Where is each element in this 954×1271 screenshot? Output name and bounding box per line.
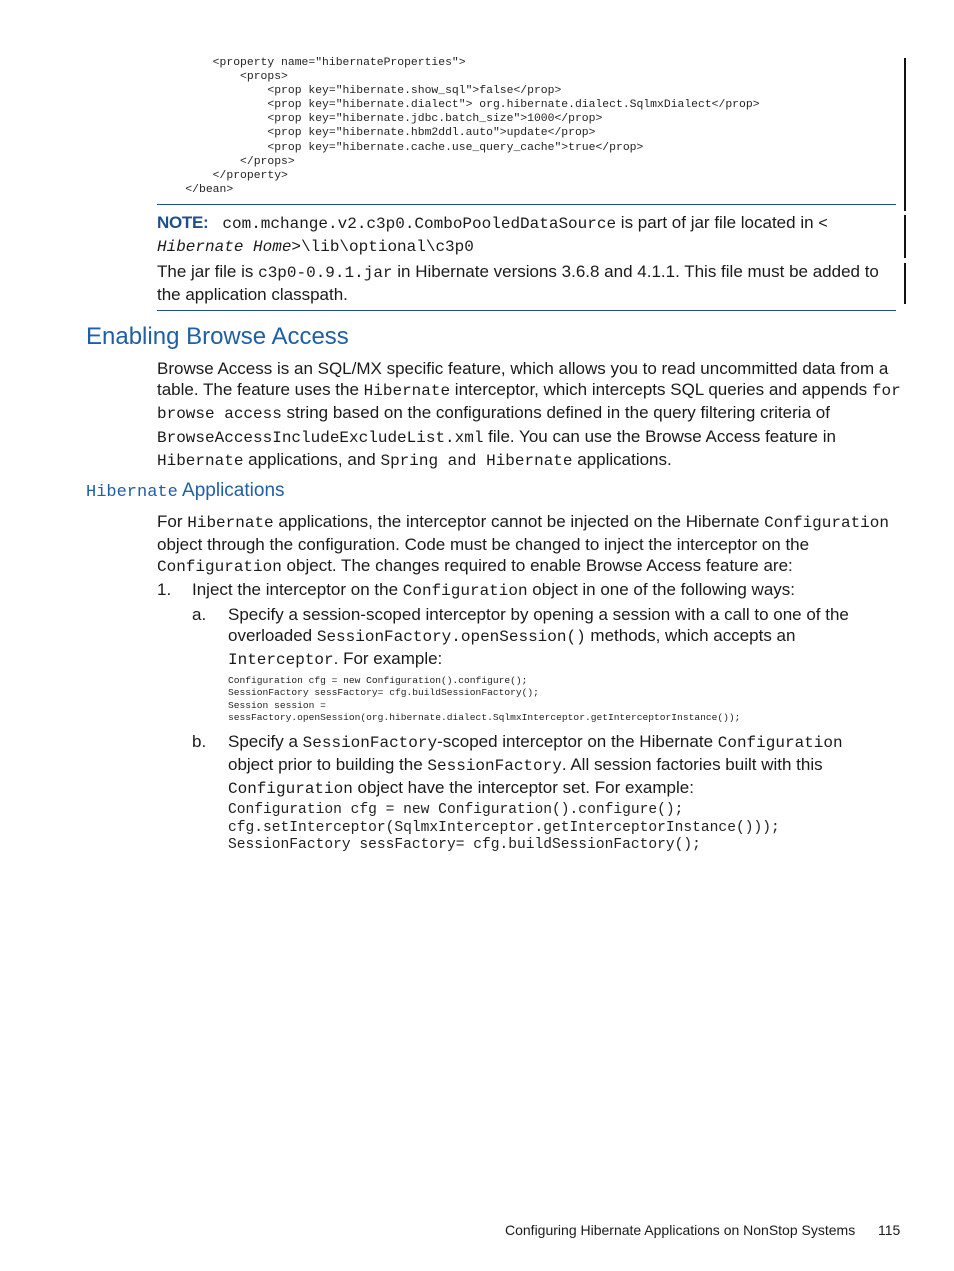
step-text: Inject the interceptor on the Configuration object in one of the following ways:: [192, 580, 796, 600]
code-line: <property name="hibernateProperties">: [158, 57, 466, 69]
substep-text: Specify a SessionFactory-scoped interceptor on the Hibernate Configuration object prior to building the SessionFactory. All session factories built with this Configuration object have the interceptor set. For example:: [228, 732, 843, 799]
code-line: <prop key="hibernate.show_sql">false</prop>: [158, 85, 562, 98]
code-class-name: com.mchange.v2.c3p0.ComboPooledDataSource: [222, 215, 617, 233]
note-jar-paragraph: The jar file is c3p0-0.9.1.jar in Hibernate versions 3.6.8 and 4.1.1. This file must be added to the application classpath.: [157, 262, 879, 305]
code-line: </props>: [158, 155, 295, 168]
section-heading: Enabling Browse Access: [86, 323, 349, 350]
code-line: <prop key="hibernate.dialect"> org.hibernate.dialect.SqlmxDialect</prop>: [158, 99, 760, 112]
code-line: Configuration cfg = new Configuration().configure();: [228, 675, 528, 686]
step-number: 1.: [157, 580, 172, 599]
substep-text: Specify a session-scoped interceptor by opening a session with a call to one of the overloaded SessionFactory.openSession() methods, which accepts an Interceptor. For example:: [228, 605, 849, 670]
note-paragraph: NOTE: com.mchange.v2.c3p0.ComboPooledDataSource is part of jar file located in < Hibernate Home>\lib\optional\c3p0: [157, 213, 828, 257]
page-number: 115: [878, 1222, 901, 1238]
code-line: sessFactory.openSession(org.hibernate.dialect.SqlmxInterceptor.getInterceptorInstance());: [228, 711, 741, 723]
code-line: </property>: [158, 169, 288, 182]
code-line: <props>: [158, 71, 288, 84]
example-code-block: [228, 675, 740, 724]
code-line: Configuration cfg = new Configuration().configure();: [228, 802, 684, 818]
code-jar-name: c3p0-0.9.1.jar: [258, 264, 393, 282]
code-line: SessionFactory sessFactory= cfg.buildSessionFactory();: [228, 687, 539, 699]
note-label: NOTE:: [157, 213, 209, 232]
substep-letter: a.: [192, 605, 207, 624]
change-bar: [904, 58, 906, 211]
note-bottom-rule: [157, 310, 896, 311]
substep-letter: b.: [192, 732, 207, 751]
footer-title: Configuring Hibernate Applications on NonStop Systems: [505, 1222, 856, 1238]
code-line: </bean>: [158, 183, 234, 196]
xml-config-code-block: [158, 56, 760, 197]
change-bar: [904, 215, 906, 258]
code-line: SessionFactory sessFactory= cfg.buildSessionFactory();: [228, 837, 701, 853]
hibernate-home-path: Hibernate Home: [157, 238, 292, 257]
code-line: <prop key="hibernate.cache.use_query_cache">true</prop>: [158, 141, 644, 154]
subsection-paragraph: For Hibernate applications, the interceptor cannot be injected on the Hibernate Configuration object through the configuration. Code must be changed to inject the interceptor on the Configuration object. The changes required to enable Browse Access feature are:: [157, 512, 889, 577]
code-line: cfg.setInterceptor(SqlmxInterceptor.getInterceptorInstance()));: [228, 819, 780, 836]
section-paragraph: Browse Access is an SQL/MX specific feature, which allows you to read uncommitted data from a table. The feature uses the Hibernate interceptor, which intercepts SQL queries and appends for browse access string based on the configurations defined in the query filtering criteria of BrowseAccessIncludeExcludeList.xml file. You can use the Browse Access feature in Hibernate applications, and Spring and Hibernate applications.: [157, 359, 901, 470]
subsection-heading: Hibernate Applications: [86, 480, 285, 502]
note-top-rule: [157, 204, 896, 205]
code-line: <prop key="hibernate.hbm2ddl.auto">update</prop>: [158, 127, 596, 140]
code-line: <prop key="hibernate.jdbc.batch_size">1000</prop>: [158, 113, 603, 126]
change-bar: [904, 263, 906, 304]
example-code-block: [228, 802, 780, 855]
code-line: Session session =: [228, 699, 326, 711]
